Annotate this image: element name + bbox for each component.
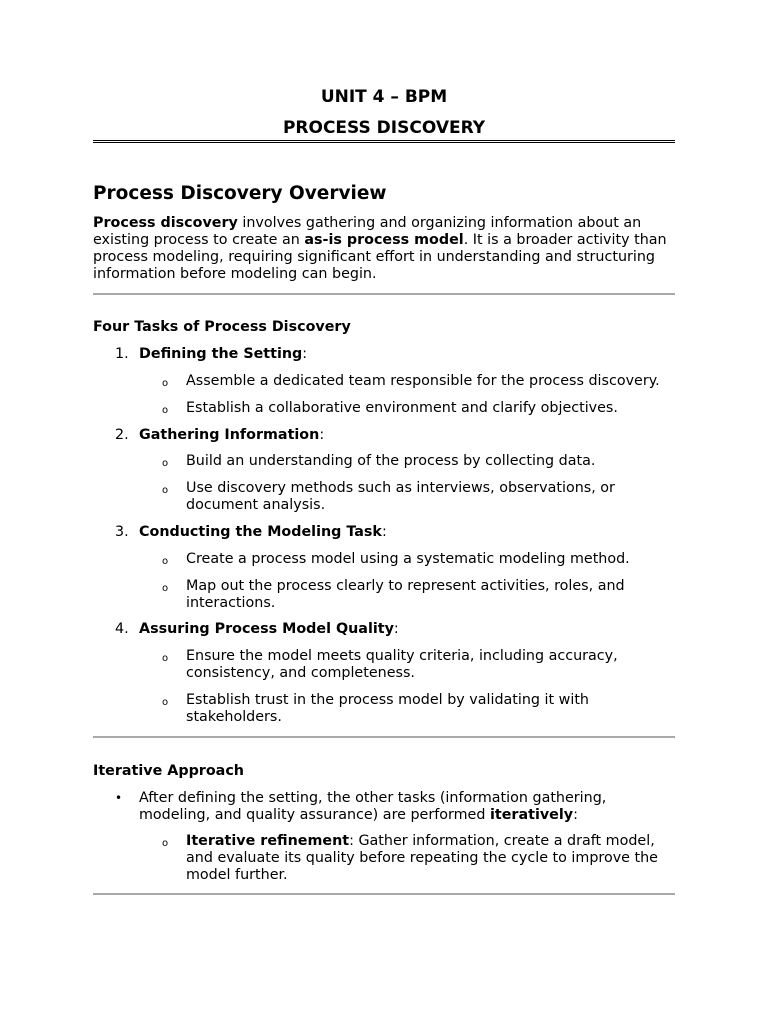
overview-bold-term: Process discovery (93, 215, 238, 231)
task-title-colon: : (302, 346, 308, 362)
task-subitem: Use discovery methods such as interviews, observations, or document analysis. (186, 480, 615, 513)
iterative-subitem-bold: Iterative refinement (186, 833, 350, 849)
task-title-colon: : (393, 621, 399, 637)
circle-bullet-icon: o (162, 838, 169, 849)
overview-text-1: involves gathering and organizing information about an existing process to create an (93, 215, 642, 248)
task-subitem: Create a process model using a systematic modeling method. (186, 551, 630, 567)
disc-bullet-icon: • (115, 791, 123, 805)
task-subitem: Ensure the model meets quality criteria, including accuracy, consistency, and completeness. (186, 648, 618, 681)
circle-bullet-icon: o (162, 405, 169, 416)
iterative-bullet-colon: : (573, 807, 578, 823)
circle-bullet-icon: o (162, 556, 169, 567)
document-title: UNIT 4 – BPM (320, 87, 448, 107)
task-title-bold: Gathering Information (139, 427, 320, 443)
task-title-bold: Conducting the Modeling Task (139, 524, 382, 540)
document-subtitle: PROCESS DISCOVERY (282, 118, 486, 138)
task-subitem: Establish a collaborative environment and clarify objectives. (186, 400, 618, 416)
title-double-rule (93, 140, 675, 143)
task-title-colon: : (381, 524, 387, 540)
iterative-bullet-plain: After defining the setting, the other tasks (information gathering, modeling, and quality assurance) are performed (139, 790, 607, 823)
iterative-bullet-bold: iteratively (489, 807, 574, 823)
task-subitem: Assemble a dedicated team responsible for the process discovery. (186, 373, 660, 389)
task-title (139, 621, 669, 638)
task-number: 2. (115, 427, 129, 443)
overview-text-2: . It is a broader activity than process modeling, requiring significant effort in understanding and structuring information before modeling can begin. (93, 232, 667, 282)
section-divider (93, 736, 675, 738)
section-divider (93, 293, 675, 295)
task-number: 3. (115, 524, 129, 540)
task-subitem: Establish trust in the process model by validating it with stakeholders. (186, 692, 589, 725)
circle-bullet-icon: o (162, 485, 169, 496)
section-heading-overview: Process Discovery Overview (93, 183, 387, 204)
iterative-subitem-text: : Gather information, create a draft model, and evaluate its quality before repeating the cycle to improve the model further. (186, 833, 658, 883)
task-title (139, 427, 669, 444)
circle-bullet-icon: o (162, 583, 169, 594)
circle-bullet-icon: o (162, 458, 169, 469)
task-number: 1. (115, 346, 129, 362)
circle-bullet-icon: o (162, 378, 169, 389)
circle-bullet-icon: o (162, 653, 169, 664)
task-title (139, 524, 669, 541)
task-title-bold: Assuring Process Model Quality (139, 621, 394, 637)
overview-paragraph (93, 215, 675, 283)
circle-bullet-icon: o (162, 697, 169, 708)
task-title-colon: : (319, 427, 325, 443)
section-divider (93, 893, 675, 895)
task-title-bold: Defining the Setting (139, 346, 303, 362)
section-heading-tasks: Four Tasks of Process Discovery (93, 319, 351, 335)
task-number: 4. (115, 621, 129, 637)
task-subitem: Map out the process clearly to represent activities, roles, and interactions. (186, 578, 625, 611)
task-subitem: Build an understanding of the process by collecting data. (186, 453, 596, 469)
task-title (139, 346, 669, 363)
overview-bold-model: as-is process model (304, 232, 464, 248)
iterative-subitem (186, 833, 671, 884)
section-heading-iterative: Iterative Approach (93, 763, 244, 779)
iterative-bullet-text (139, 790, 669, 824)
